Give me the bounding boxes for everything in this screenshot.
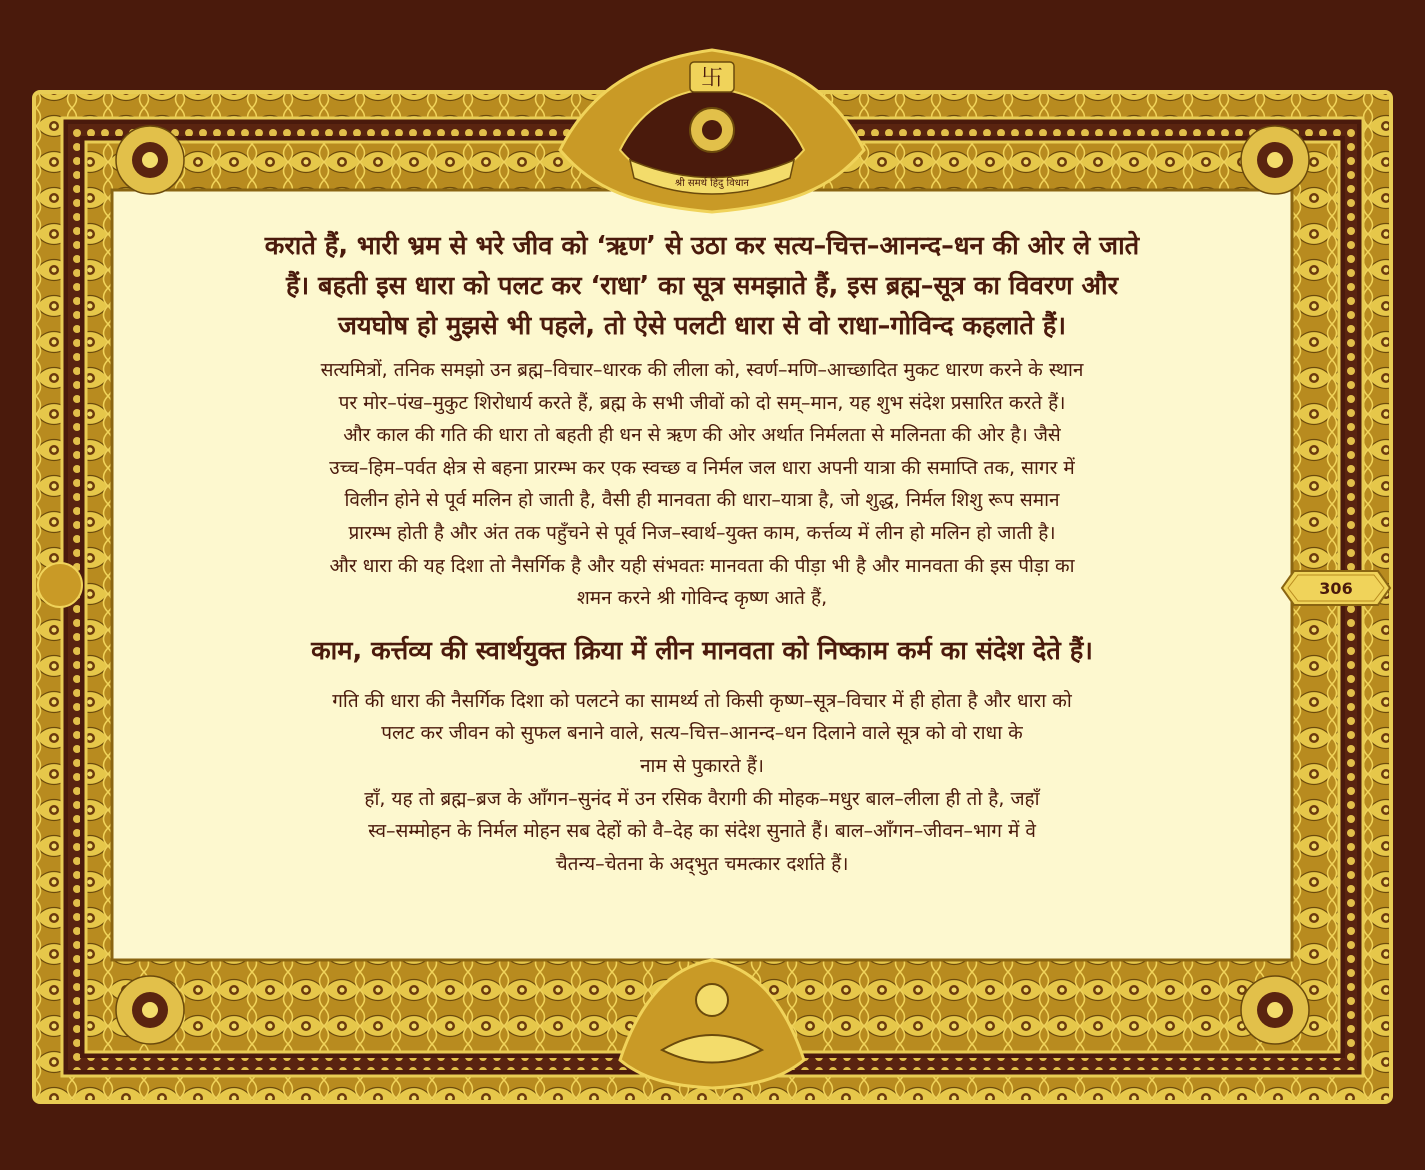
top-heading-line: कराते हैं, भारी भ्रम से भरे जीव को ‘ऋण’ से उठा कर सत्य–चित्त–आनन्द–धन की ओर ले जाते — [264, 231, 1140, 261]
paragraph-line: गति की धारा की नैसर्गिक दिशा को पलटने का सामर्थ्य तो किसी कृष्ण–सूत्र–विचार में ही होता है और धारा को — [332, 689, 1072, 712]
paragraph-line: हाँ, यह तो ब्रह्म–ब्रज के आँगन–सुनंद में उन रसिक वैरागी की मोहक–मधुर बाल–लीला ही तो है, जहाँ — [364, 787, 1040, 810]
paragraph-line: और धारा की यह दिशा तो नैसर्गिक है और यही संभवतः मानवता की पीड़ा भी है और मानवता की इस पीड़ा का — [329, 554, 1075, 577]
top-heading — [128, 226, 1276, 346]
top-heading-line: जयघोष हो मुझसे भी पहले, तो ऐसे पलटी धारा से वो राधा–गोविन्द कहलाते हैं। — [337, 311, 1067, 341]
middle-heading: काम, कर्त्तव्य की स्वार्थयुक्त क्रिया में लीन मानवता को निष्काम कर्म का संदेश देते हैं। — [311, 635, 1093, 666]
top-crest — [560, 50, 864, 212]
crest-banner-text: श्री समर्थ हिंदु विधान — [675, 178, 749, 189]
page-number: 306 — [1319, 578, 1353, 598]
paragraph-2 — [128, 685, 1276, 881]
page-number-badge — [1278, 565, 1394, 611]
paragraph-line: पर मोर–पंख–मुकुट शिरोधार्य करते हैं, ब्रह्म के सभी जीवों को दो सम्–मान, यह शुभ संदेश प्रसारित करते हैं। — [338, 391, 1066, 414]
top-heading-line: हैं। बहती इस धारा को पलट कर ‘राधा’ का सूत्र समझाते हैं, इस ब्रह्म–सूत्र का विवरण और — [285, 271, 1119, 301]
paragraph-line: सत्यमित्रों, तनिक समझो उन ब्रह्म–विचार–धारक की लीला को, स्वर्ण–मणि–आच्छादित मुकट धारण करने के स्थान — [320, 359, 1084, 381]
swastika-symbol: 卐 — [700, 66, 724, 91]
paragraph-line: प्रारम्भ होती है और अंत तक पहुँचने से पूर्व निज–स्वार्थ–युक्त काम, कर्त्तव्य में लीन हो मलिन हो जाती है। — [348, 521, 1056, 544]
paragraph-line: विलीन होने से पूर्व मलिन हो जाती है, वैसी ही मानवता की धारा–यात्रा है, जो शुद्ध, निर्मल शिशु रूप समान — [344, 489, 1060, 512]
paragraph-line: और काल की गति की धारा तो बहती ही धन से ऋण की ओर अर्थात निर्मलता से मलिनता की ओर है। जैसे — [343, 424, 1061, 447]
paragraph-line: चैतन्य–चेतना के अद्‌भुत चमत्कार दर्शाते हैं। — [555, 852, 849, 875]
paragraph-line: शमन करने श्री गोविन्द कृष्ण आते हैं, — [576, 587, 828, 610]
paragraph-line: पलट कर जीवन को सुफल बनाने वाले, सत्य–चित्त–आनन्द–धन दिलाने वाले सूत्र को वो राधा के — [381, 722, 1023, 745]
paragraph-1 — [128, 354, 1276, 615]
paragraph-line: उच्च–हिम–पर्वत क्षेत्र से बहना प्रारम्भ कर एक स्वच्छ व निर्मल जल धारा अपनी यात्रा की समाप्ति तक, सागर में — [329, 456, 1075, 479]
content-panel — [118, 200, 1286, 946]
paragraph-line: नाम से पुकारते हैं। — [640, 754, 764, 777]
paragraph-line: स्व–सम्मोहन के निर्मल मोहन सब देहों को वै–देह का संदेश सुनाते हैं। बाल–आँगन–जीवन–भाग में वे — [368, 820, 1036, 843]
